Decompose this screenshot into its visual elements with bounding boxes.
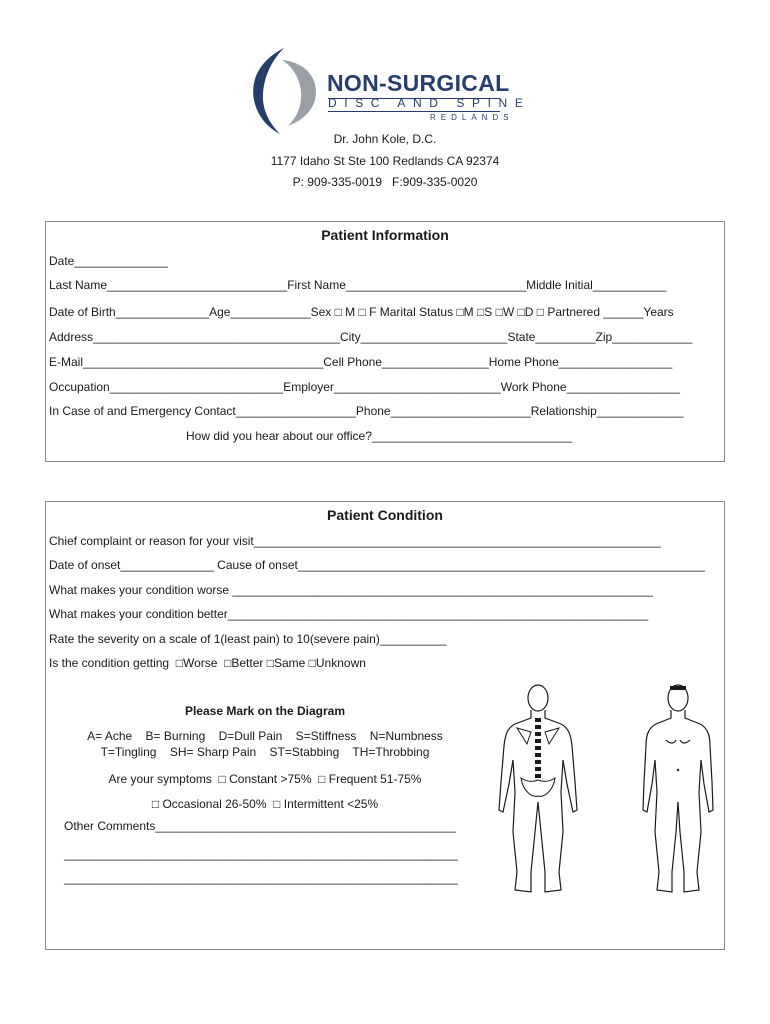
brand-name: NON-SURGICAL — [327, 70, 510, 96]
other-comments-field[interactable]: Other Comments_____________________________________________ — [64, 819, 456, 833]
better-field[interactable]: What makes your condition better_______________________________________________________________ — [49, 607, 649, 621]
symptom-legend-1: A= Ache B= Burning D=Dull Pain S=Stiffness N=Numbness — [87, 729, 443, 743]
comments-line[interactable]: ___________________________________________________________ — [64, 847, 458, 861]
practice-address: 1177 Idaho St Ste 100 Redlands CA 92374 — [270, 154, 500, 168]
brand-subtitle: DISC AND SPINE — [328, 96, 531, 110]
emergency-contact-fields[interactable]: In Case of and Emergency Contact__________________Phone_____________________Relationship_____________ — [49, 404, 684, 418]
section-title-patient-information: Patient Information — [321, 227, 449, 243]
doctor-name: Dr. John Kole, D.C. — [333, 132, 437, 146]
section-title-patient-condition: Patient Condition — [327, 507, 443, 523]
dob-sex-marital-fields[interactable]: Date of Birth______________Age____________Sex □ M □ F Marital Status □M □S □W □D □ Partnered ______Years — [49, 305, 674, 319]
severity-field[interactable]: Rate the severity on a scale of 1(least pain) to 10(severe pain)__________ — [49, 632, 447, 646]
employment-fields[interactable]: Occupation__________________________Employer_________________________Work Phone_________________ — [49, 380, 681, 394]
brand-location: REDLANDS — [430, 113, 514, 122]
condition-trend-checkboxes[interactable]: Is the condition getting □Worse □Better □Same □Unknown — [49, 656, 366, 670]
spine-logo-icon — [246, 46, 324, 136]
contact-fields[interactable]: E-Mail____________________________________Cell Phone________________Home Phone_________________ — [49, 355, 673, 369]
chief-complaint-field[interactable]: Chief complaint or reason for your visit_____________________________________________________________ — [49, 534, 661, 548]
symptom-legend-2: T=Tingling SH= Sharp Pain ST=Stabbing TH=Throbbing — [100, 745, 430, 759]
address-fields[interactable]: Address_____________________________________City______________________State_________Zip____________ — [49, 330, 693, 344]
body-back-view-diagram[interactable] — [493, 682, 583, 898]
date-field[interactable]: Date______________ — [49, 254, 168, 268]
logo-divider — [328, 111, 500, 112]
practice-phones: P: 909-335-0019 F:909-335-0020 — [292, 175, 478, 189]
comments-line[interactable]: ___________________________________________________________ — [64, 871, 458, 885]
symptom-frequency-1[interactable]: Are your symptoms □ Constant >75% □ Frequent 51-75% — [108, 772, 422, 786]
body-front-view-diagram[interactable] — [640, 682, 716, 898]
referral-field[interactable]: How did you hear about our office?______________________________ — [186, 429, 573, 443]
symptom-frequency-2[interactable]: □ Occasional 26-50% □ Intermittent <25% — [151, 797, 379, 811]
diagram-title: Please Mark on the Diagram — [184, 704, 346, 718]
onset-fields[interactable]: Date of onset______________ Cause of onset_____________________________________________________________ — [49, 558, 705, 572]
name-fields[interactable]: Last Name___________________________First Name___________________________Middle Initial___________ — [49, 278, 667, 292]
worse-field[interactable]: What makes your condition worse _______________________________________________________________ — [49, 583, 653, 597]
